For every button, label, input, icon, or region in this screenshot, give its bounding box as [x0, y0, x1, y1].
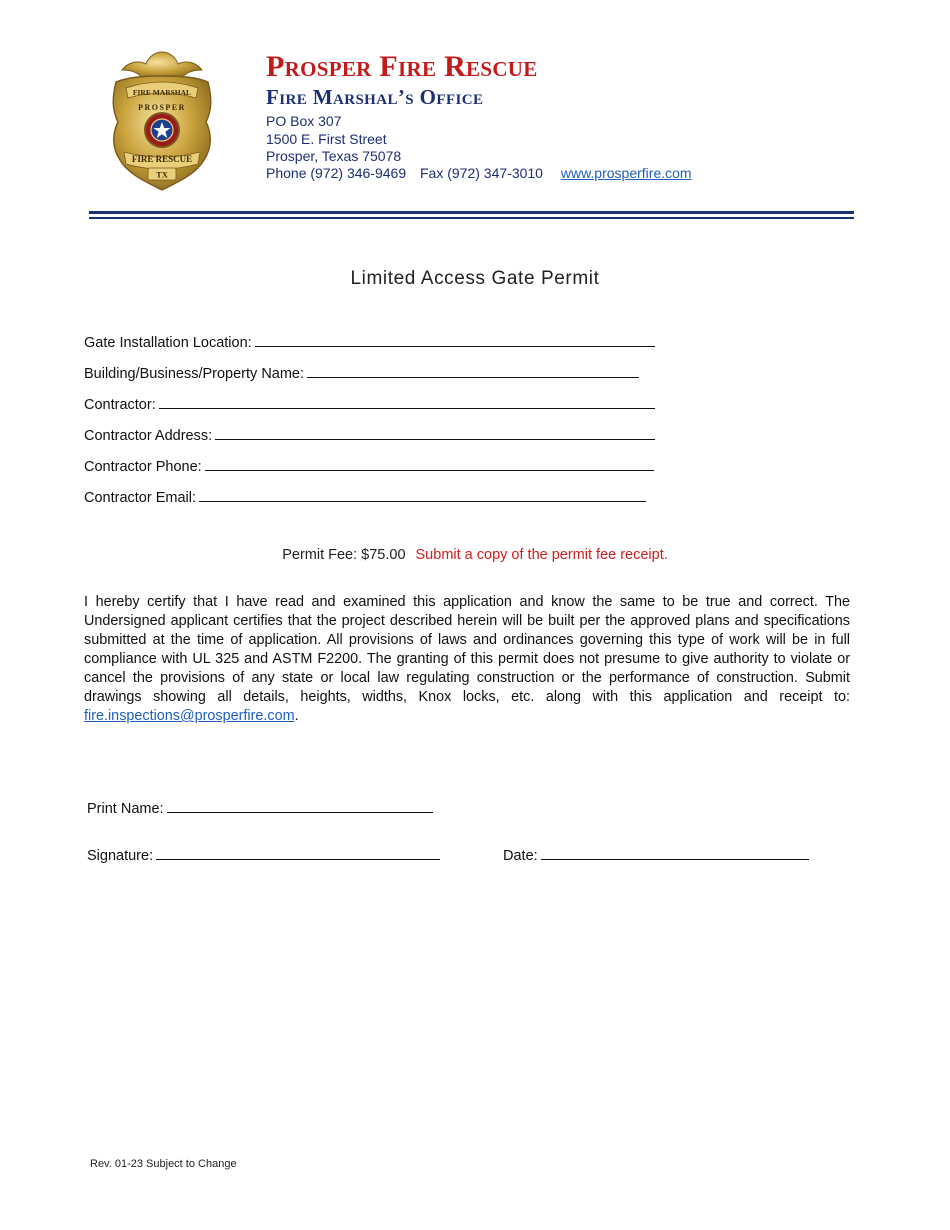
print-name-blank-line[interactable] — [167, 799, 433, 813]
field-blank-line[interactable] — [199, 488, 646, 502]
website-link[interactable]: www.prosperfire.com — [560, 165, 692, 181]
field-blank-line[interactable] — [215, 426, 655, 440]
field-contractor-email — [84, 488, 646, 506]
permit-fee-line — [0, 547, 950, 563]
field-contractor — [84, 395, 655, 413]
field-contractor-phone — [84, 457, 654, 475]
form-title: Limited Access Gate Permit — [350, 268, 600, 289]
signature-label: Signature: — [87, 848, 154, 864]
field-blank-line[interactable] — [255, 333, 655, 347]
inspections-email-link[interactable]: fire.inspections@prosperfire.com — [84, 708, 295, 724]
address-po-box: PO Box 307 — [266, 113, 342, 129]
permit-fee-label: Permit Fee: — [282, 547, 358, 563]
field-label: Contractor: — [84, 397, 156, 413]
print-name-field — [87, 799, 433, 817]
address-city-state-zip: Prosper, Texas 75078 — [266, 148, 402, 164]
badge-state-text: TX — [156, 169, 168, 180]
signature-field — [87, 846, 440, 864]
print-name-label: Print Name: — [87, 801, 164, 817]
badge-city-text: PROSPER — [138, 103, 186, 112]
fire-marshal-badge-logo — [108, 48, 216, 194]
organization-name: Prosper Fire Rescue — [266, 50, 538, 83]
header-divider-thin — [89, 217, 854, 219]
field-label: Contractor Phone: — [84, 459, 202, 475]
field-label: Building/Business/Property Name: — [84, 366, 305, 382]
date-field — [503, 846, 809, 864]
field-building-business-property-name — [84, 364, 639, 382]
fax-number: Fax (972) 347-3010 — [420, 165, 543, 181]
field-blank-line[interactable] — [159, 395, 655, 409]
phone-number: Phone (972) 346-9469 — [266, 165, 407, 181]
certification-text: I hereby certify that I have read and examined this application and know the same to be true and correct. The Undersigned applicant certifies that the project described herein will be built per the approved plans and specifications submitted at the time of application. All provisions of laws and ordinances governing this type of work will be in full compliance with UL 325 and ASTM F2200. The granting of this permit does not presume to give authority to violate or cancel the provisions of any state or local law regulating construction or the performance of construction. Submit drawings showing all details, heights, widths, Knox locks, etc. along with this application and receipt to: — [84, 594, 850, 705]
permit-fee-note: Submit a copy of the permit fee receipt. — [415, 547, 668, 563]
header-divider-thick — [89, 211, 854, 214]
field-label: Gate Installation Location: — [84, 335, 252, 351]
field-contractor-address — [84, 426, 655, 444]
permit-fee-amount: $75.00 — [361, 547, 406, 563]
field-gate-installation-location — [84, 333, 655, 351]
date-label: Date: — [503, 848, 538, 864]
office-name: Fire Marshal’s Office — [266, 85, 484, 109]
field-blank-line[interactable] — [205, 457, 654, 471]
field-label: Contractor Email: — [84, 490, 197, 506]
certification-trailing: . — [294, 708, 299, 724]
badge-bottom-text: FIRE RESCUE — [131, 154, 193, 164]
badge-top-text: FIRE MARSHAL — [132, 88, 192, 97]
date-blank-line[interactable] — [541, 846, 809, 860]
field-blank-line[interactable] — [307, 364, 639, 378]
signature-blank-line[interactable] — [156, 846, 440, 860]
revision-footer: Rev. 01-23 Subject to Change — [90, 1158, 237, 1170]
contact-line — [266, 165, 692, 181]
field-label: Contractor Address: — [84, 428, 213, 444]
certification-paragraph — [84, 593, 850, 726]
address-street: 1500 E. First Street — [266, 131, 387, 147]
